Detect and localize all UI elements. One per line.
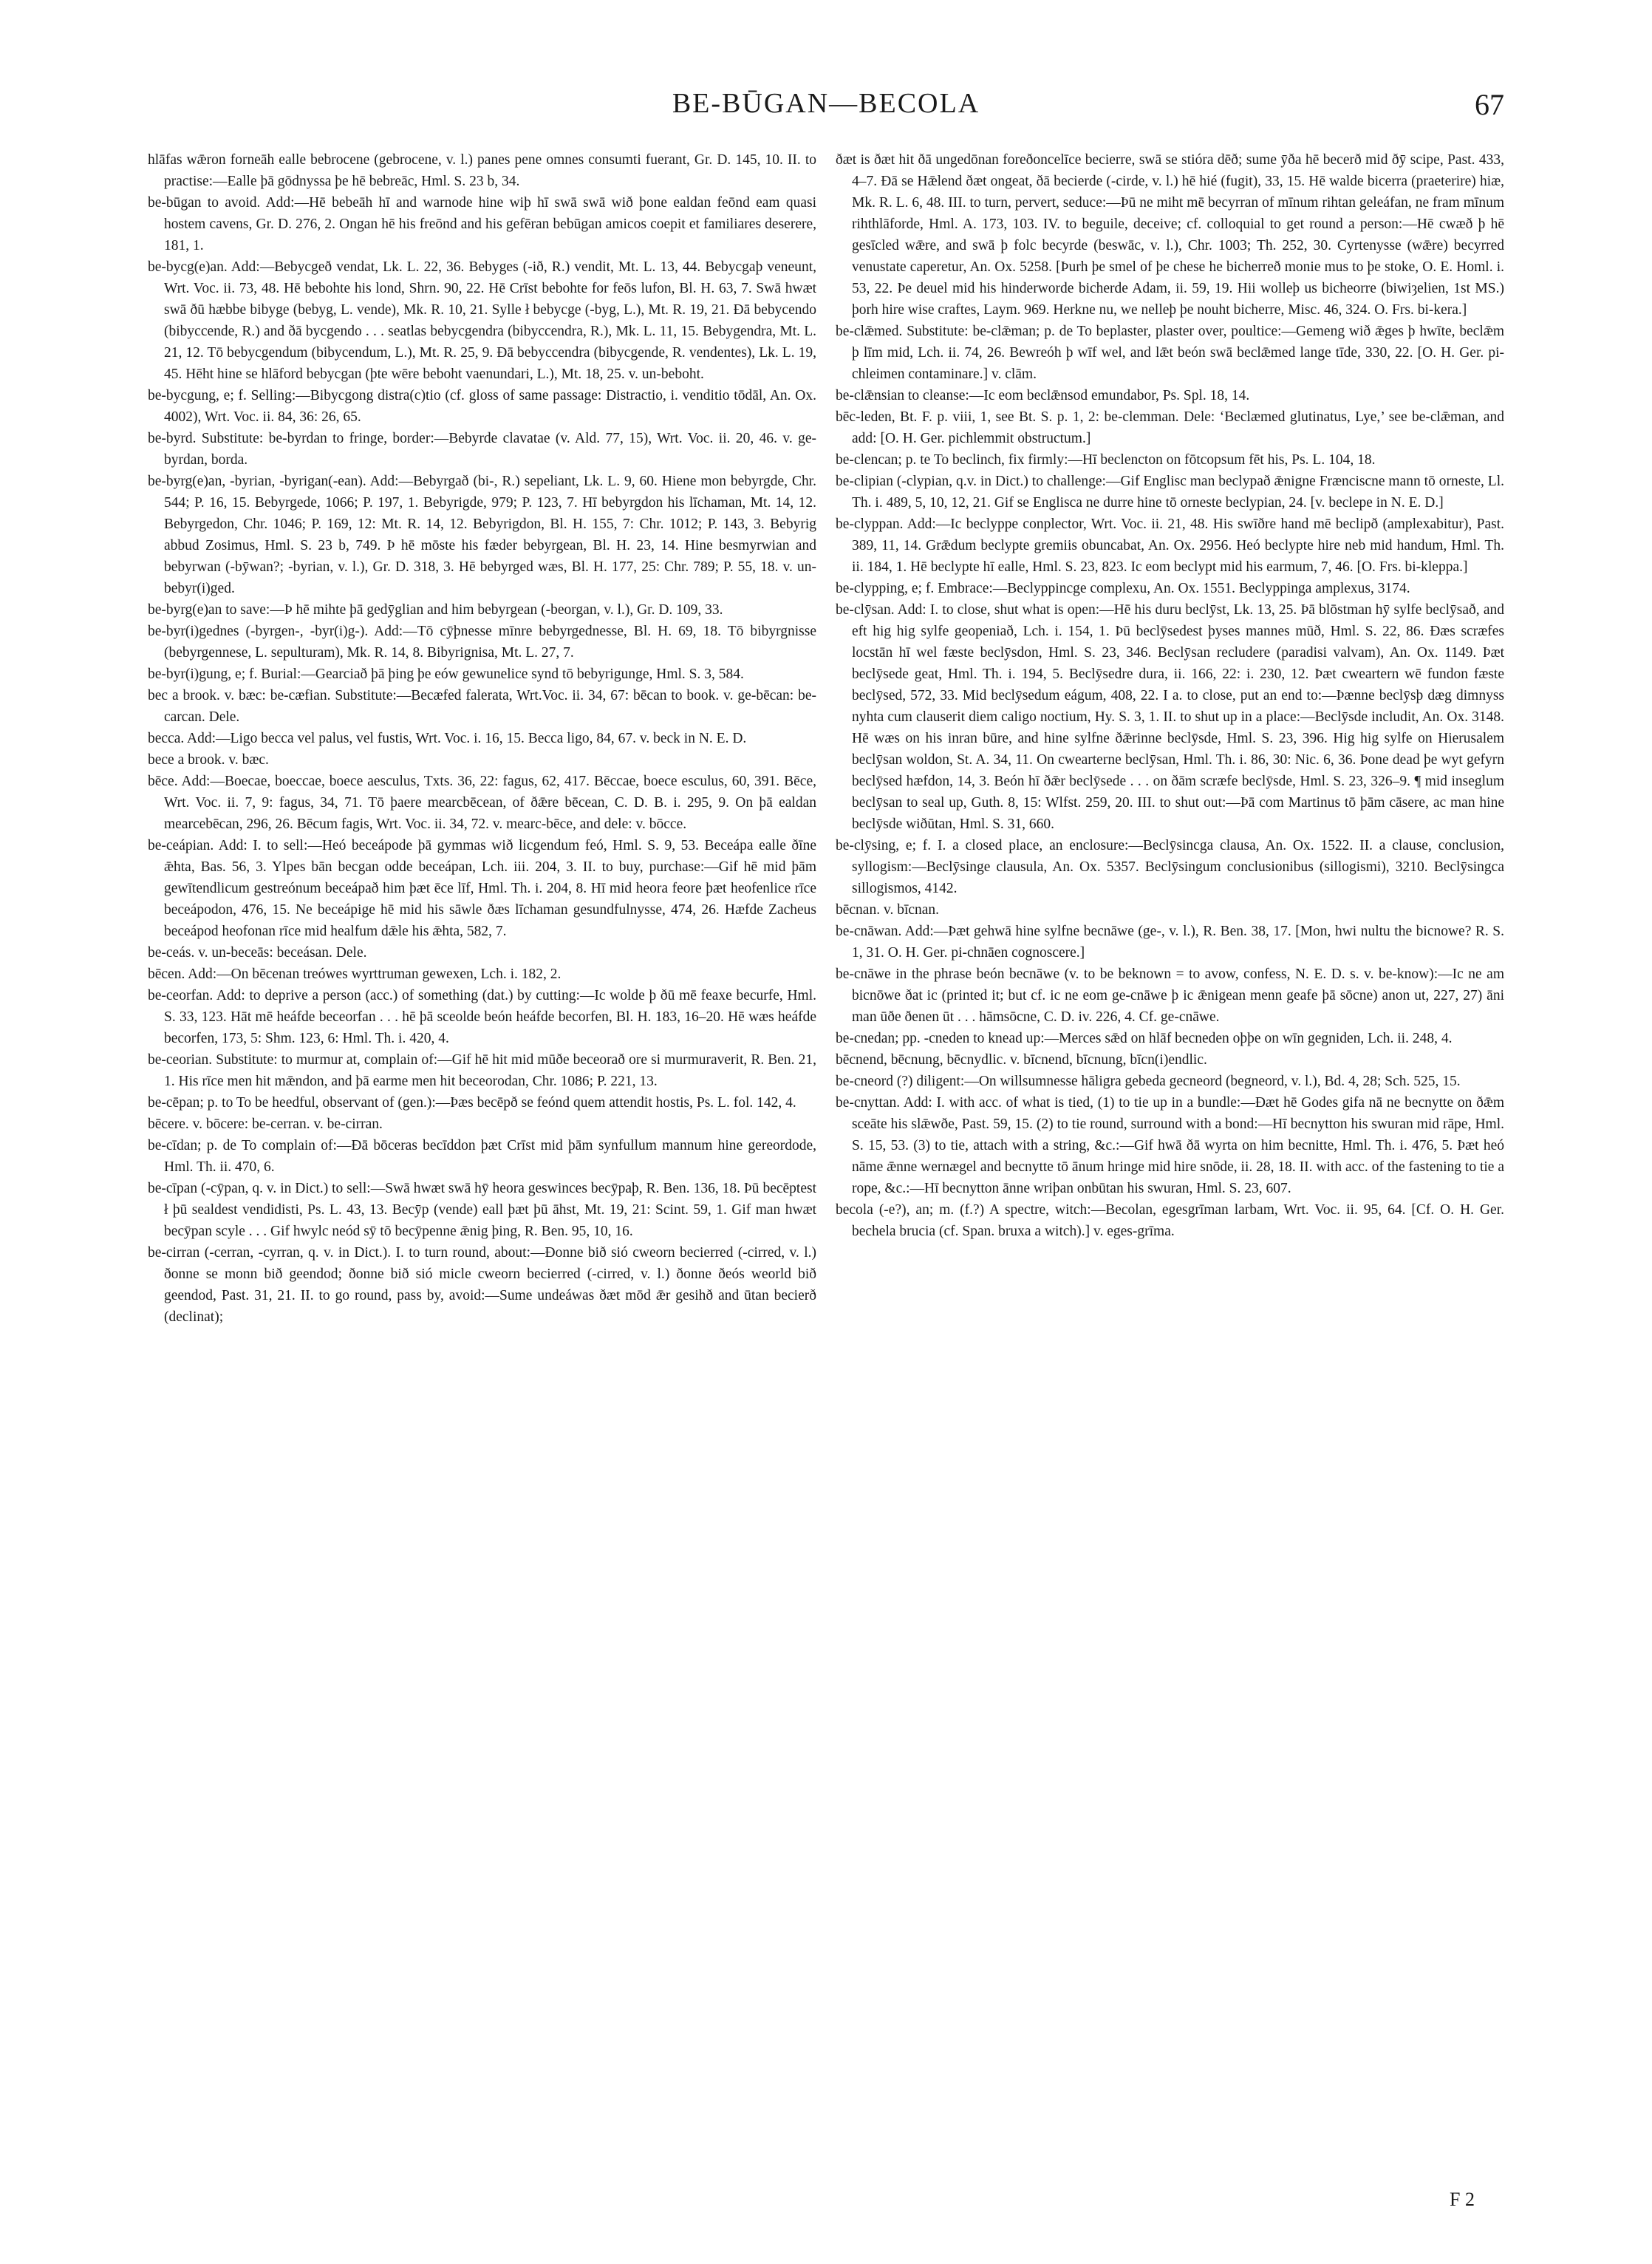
dictionary-entry: be-ceorian. Substitute: to murmur at, complain of:—Gif hē hit mid mūðe beceorað ore si murmuraverit, R. Ben. 21, 1. His rīce men hit mǣndon, and þā earme men hit beceorodan, Chr. 1086; P. 221, 13.	[148, 1052, 816, 1089]
dictionary-entry: be-byrd. Substitute: be-byrdan to fringe, border:—Bebyrde clavatae (v. Ald. 77, 15), Wrt. Voc. ii. 20, 46. v. ge-byrdan, borda.	[148, 431, 816, 468]
dictionary-entry: bec a brook. v. bæc: be-cæfian. Substitute:—Becæfed falerata, Wrt.Voc. ii. 34, 67: bēcan to book. v. ge-bēcan: be-carcan. Dele.	[148, 688, 816, 725]
left-column	[148, 149, 816, 2159]
dictionary-entry: be-byrg(e)an to save:—Þ hē mihte þā gedȳglian and him bebyrgean (-beorgan, v. l.), Gr. D. 109, 33.	[148, 602, 723, 618]
page-title: BE-BŪGAN—BECOLA	[672, 88, 980, 119]
dictionary-entry: be-cneord (?) diligent:—On willsumnesse hāligra gebeda gecneord (begneord, v. l.), Bd. 4, 28; Sch. 525, 15.	[836, 1074, 1461, 1089]
dictionary-entry: be-clǣnsian to cleanse:—Ic eom beclǣnsod emundabor, Ps. Spl. 18, 14.	[836, 388, 1250, 403]
dictionary-entry: be-clypping, e; f. Embrace:—Beclyppincge complexu, An. Ox. 1551. Beclyppinga amplexus, 3174.	[836, 581, 1410, 596]
text-columns	[148, 149, 1504, 2159]
dictionary-entry: bēcnan. v. bīcnan.	[836, 902, 940, 918]
dictionary-entry: ðæt is ðæt hit ðā ungedōnan foreðoncelīce becierre, swā se stióra dēð; sume ȳða hē becerð mid ðȳ scipe, Past. 433, 4–7. Ðā se Hǣlend ðæt ongeat, ðā becierde (-cirde, v. l.) hē hié (fugit), 33, 15. Hē walde bicerra (praeterire) hiæ, Mk. R. L. 6, 48. III. to turn, pervert, seduce:—Þū ne miht mē becyrran of mīnum rihtan geleáfan, ne fram mīnum rihthlāforde, Hml. A. 173, 103. IV. to beguile, deceive; cf. colloquial to get round a person:—Hē cwæð þ hē gesīcled wǣre, and swā þ folc becyrde (beswāc, v. l.), Chr. 1003; Th. 252, 30. Cyrtenysse (wǣre) becyrred venustate caperetur, An. Ox. 5258. [Þurh þe smel of þe chese he bicherreð monie mus to þe stoke, O. E. Homl. i. 53, 22. Þe deuel mid his hinderworde bicherde Adam, ii. 59, 19. Hii wolleþ us bicheorre (biwiȝelien, 1st MS.) þorh hire wise craftes, Laym. 969. Herkne nu, we nelleþ þe nouht bicherre, Misc. 46, 324. O. Frs. bi-kera.]	[836, 152, 1504, 318]
running-head	[148, 87, 1504, 132]
dictionary-entry: be-būgan to avoid. Add:—Hē bebeāh hī and warnode hine wiþ hī swā swā wið þone ealdan feōnd eam quasi hostem cavens, Gr. D. 276, 2. Ongan hē his freōnd and his gefēran bebūgan amicos coepit et familiares deserere, 181, 1.	[148, 195, 816, 253]
dictionary-entry: be-cīdan; p. de To complain of:—Ðā bōceras becīddon þæt Crīst mid þām synfullum mannum hine gereordode, Hml. Th. ii. 470, 6.	[148, 1138, 816, 1175]
dictionary-entry: be-cēpan; p. to To be heedful, observant of (gen.):—Þæs becēpð se feónd quem attendit hostis, Ps. L. fol. 142, 4.	[148, 1095, 796, 1111]
dictionary-entry: be-byr(i)gung, e; f. Burial:—Gearciað þā þing þe eów gewunelice synd tō bebyrigunge, Hml. S. 3, 584.	[148, 666, 744, 682]
dictionary-entry: hlāfas wǣron forneāh ealle bebrocene (gebrocene, v. l.) panes pene omnes consumti fuerant, Gr. D. 145, 10. II. to practise:—Ealle þā gōdnyssa þe hē bebreāc, Hml. S. 23 b, 34.	[148, 152, 816, 189]
dictionary-entry: be-cnāwe in the phrase beón becnāwe (v. to be beknown = to avow, confess, N. E. D. s. v. be-know):—Ic ne am bicnōwe ðat ic (printed it; but cf. ic ne eom ge-cnāwe þ ic ǣnigean menn geafe þā sōcne) anon ut, 227, 27) āni man ūðe ðenen ūt . . . hāmsōcne, C. D. iv. 226, 4. Cf. ge-cnāwe.	[836, 966, 1504, 1025]
dictionary-entry: be-cnāwan. Add:—Þæt gehwā hine sylfne becnāwe (ge-, v. l.), R. Ben. 38, 17. [Mon, hwi nultu the bicnowe? R. S. 1, 31. O. H. Ger. pi-chnāen cognoscere.]	[836, 924, 1504, 961]
dictionary-entry: becola (-e?), an; m. (f.?) A spectre, witch:—Becolan, egesgrīman larbam, Wrt. Voc. ii. 95, 64. [Cf. O. H. Ger. bechela brucia (cf. Span. bruxa a witch).] v. eges-grīma.	[836, 1202, 1504, 1239]
page-number: 67	[1475, 88, 1504, 121]
dictionary-entry: be-byr(i)gednes (-byrgen-, -byr(i)g-). Add:—Tō cȳþnesse mīnre bebyrgednesse, Bl. H. 69, 18. Tō bibyrgnisse (bebyrgennese, L. sepulturam), Mk. R. 14, 8. Bibyrignisa, Mt. L. 27, 7.	[148, 624, 816, 661]
dictionary-entry: be-clȳsan. Add: I. to close, shut what is open:—Hē his duru beclȳst, Lk. 13, 25. Þā blōstman hȳ sylfe beclȳsað, and eft hig hig sylfe geopeniað, Lch. i. 154, 1. Þū beclȳsedest þyses mannes mūð, Hml. S. 22, 86. Ðæs scræfes locstān hī wel fæste beclȳsdon, Hml. S. 23, 346. Beclȳsan recludere (paradisi valvam), An. Ox. 1149. Þæt beclȳsede geat, Hml. Th. i. 194, 5. Beclȳsedre dura, ii. 166, 22: i. 230, 12. Þæt cweartern wē fundon fæste beclȳsed, 572, 33. Mid beclȳsedum eágum, 408, 22. I a. to close, put an end to:—Þænne beclȳsþ dæg dimnyss nyhta cum clauserit diem caligo noctium, Hy. S. 3, 1. II. to shut up in a place:—Beclȳsde includit, An. Ox. 3148. Hē wæs on his inran būre, and hine sylfne ðǣrinne beclȳsde, Hml. S. 23, 396. Hig hig sylfe on Hierusalem beclȳsan woldon, St. A. 34, 11. On cwearterne beclȳsan, Hml. Th. i. 86, 30: Nic. 6, 36. Þone dead þe wyt gefyrn beclȳsed hæfdon, 14, 3. Beón hī ðǣr beclȳsede . . . on ðām scræfe beclȳsde, Hml. S. 23, 326–9. ¶ mid inseglum beclȳsan to seal up, Guth. 8, 15: Wlfst. 259, 20. III. to shut out:—Þā com Martinus tō þām cāsere, ac man hine beclȳsde wiðūtan, Hml. S. 31, 660.	[836, 602, 1504, 832]
signature-mark: F 2	[1450, 2189, 1475, 2210]
dictionary-entry: be-cirran (-cerran, -cyrran, q. v. in Dict.). I. to turn round, about:—Ðonne bið sió cweorn becierred (-cirred, v. l.) ðonne se monn bið geendod; ðonne bið sió micle cweorn becierred (-cirred, v. l.) ðonne ðeós weorld bið geendod, Past. 31, 21. II. to go round, pass by, avoid:—Sume undeáwas ðæt mōd ǣr gesihð and ūtan becierð (declinat);	[148, 1245, 816, 1325]
dictionary-entry: be-cnyttan. Add: I. with acc. of what is tied, (1) to tie up in a bundle:—Ðæt hē Godes gifa nā ne becnytte on ðǣm sceāte his slǣwðe, Past. 59, 15. (2) to tie round, surround with a bond:—Hī becnytton his swuran mid rāpe, Hml. S. 15, 53. (3) to tie, attach with a string, &c.:—Gif hwā ðā wyrta on him becnitte, Hml. Th. i. 476, 5. Þæt heó nāme ǣnne wernægel and becnytte tō ānum hringe mid hire snōde, ii. 28, 18. II. with acc. of the fastening to tie a rope, &c.:—Hī becnytton ānne wriþan onbūtan his swuran, Hml. S. 23, 607.	[836, 1095, 1504, 1196]
dictionary-entry: be-ceás. v. un-beceās: beceásan. Dele.	[148, 945, 367, 961]
dictionary-entry: be-clencan; p. te To beclinch, fix firmly:—Hī beclencton on fōtcopsum fēt his, Ps. L. 104, 18.	[836, 452, 1376, 468]
dictionary-entry: bēcere. v. bōcere: be-cerran. v. be-cirran.	[148, 1116, 383, 1132]
dictionary-entry: bece a brook. v. bæc.	[148, 752, 269, 768]
dictionary-entry: be-clyppan. Add:—Ic beclyppe conplector, Wrt. Voc. ii. 21, 48. His swīðre hand mē beclipð (amplexabitur), Past. 389, 11, 14. Grǣdum beclypte gremiis obuncabat, An. Ox. 2956. Heó beclypte hire neb mid handum, Hml. Th. ii. 184, 1. Hē beclypte hī ealle, Hml. S. 23, 823. Ic eom beclypt mid his earmum, 7, 46. [O. Frs. bi-kleppa.]	[836, 516, 1504, 575]
dictionary-entry: be-bycgung, e; f. Selling:—Bibycgong distra(c)tio (cf. gloss of same passage: Distractio, i. venditio tōdāl, An. Ox. 4002), Wrt. Voc. ii. 84, 36: 26, 65.	[148, 388, 816, 425]
dictionary-entry: be-clȳsing, e; f. I. a closed place, an enclosure:—Beclȳsincga clausa, An. Ox. 1522. II. a clause, conclusion, syllogism:—Beclȳsinge clausula, An. Ox. 5357. Beclȳsingum conclusionibus (sillogismi), 3210. Beclȳsingca sillogismos, 4142.	[836, 838, 1504, 896]
dictionary-entry: be-bycg(e)an. Add:—Bebycgeð vendat, Lk. L. 22, 36. Bebyges (-ið, R.) vendit, Mt. L. 13, 44. Bebycgaþ veneunt, Wrt. Voc. ii. 73, 48. Hē bebohte his lond, Shrn. 90, 22. Hē Crīst bebohte for feōs lufon, Bl. H. 63, 7. Swā hwæt swā ðū hæbbe bibyge (bebyg, L. vende), Mk. R. 10, 21. Sylle ł bebycge (-byg, L.), Mt. R. 19, 21. Ðā bebycendo (bibyccende, R.) and ðā bycgendo . . . seatlas bebycgendra (bibyccendra, R.), Mk. L. 11, 15. Bebygendra, Mt. L. 21, 12. Tō bebycgendum (bibycendum, L.), Mt. R. 25, 9. Ðā bebyccendra (bibycgende, R. vendentes), Lk. L. 19, 45. Hēht hine se hlāford bebycgan (þte wēre beboht vaenundari, L.), Mt. 18, 25. v. un-beboht.	[148, 259, 816, 382]
dictionary-entry: bēce. Add:—Boecae, boeccae, boece aesculus, Txts. 36, 22: fagus, 62, 417. Bēccae, boece esculus, 60, 391. Bēce, Wrt. Voc. ii. 7, 9: fagus, 34, 71. Tō þaere mearcbēcean, of ðǣre bēcean, C. D. B. i. 295, 9. On þā ealdan mearcebēcan, 296, 26. Bēcum fagis, Wrt. Voc. ii. 34, 72. v. mearc-bēce, and dele: v. bōcce.	[148, 774, 816, 832]
dictionary-entry: be-ceápian. Add: I. to sell:—Heó beceápode þā gymmas wið licgendum feó, Hml. S. 9, 53. Beceápa ealle ðīne ǣhta, Bas. 56, 3. Ylpes bān becgan odde beceápan, Lch. iii. 204, 3. II. to buy, purchase:—Gif hē mid þām gewītendlicum gestreónum beceápað him þæt ēce līf, Hml. Th. i. 204, 8. Hī mid heora feore þæt heofenlice rīce beceápodon, 476, 15. Ne beceápige hē mid his sāwle ðæs līchaman gesundfulnysse, 474, 26. Hæfde Zacheus beceápod heofonan rīce mid healfum dǣle his ǣhta, 582, 7.	[148, 838, 816, 939]
dictionary-entry: becca. Add:—Ligo becca vel palus, vel fustis, Wrt. Voc. i. 16, 15. Becca ligo, 84, 67. v. beck in N. E. D.	[148, 731, 747, 746]
dictionary-entry: bēc-leden, Bt. F. p. viii, 1, see Bt. S. p. 1, 2: be-clemman. Dele: ‘Beclæmed glutinatus, Lye,’ see be-clǣman, and add: [O. H. Ger. pichlemmit obstructum.]	[836, 409, 1504, 446]
dictionary-entry: be-cīpan (-cȳpan, q. v. in Dict.) to sell:—Swā hwæt swā hȳ heora geswinces becȳpaþ, R. Ben. 136, 18. Þū becēptest ł þū sealdest vendidisti, Ps. L. 43, 13. Becȳp (vende) eall þæt þū āhst, Mt. 19, 21: Scint. 59, 1. Gif man hwæt becȳpan scyle . . . Gif hwylc neód sȳ tō becȳpenne ǣnig þing, R. Ben. 95, 10, 16.	[148, 1181, 816, 1239]
right-column	[836, 149, 1504, 2159]
dictionary-entry: be-cnedan; pp. -cneden to knead up:—Merces sǣd on hlāf becneden oþþe on wīn gegniden, Lch. ii. 248, 4.	[836, 1031, 1453, 1046]
dictionary-entry: be-byrg(e)an, -byrian, -byrigan(-ean). Add:—Bebyrgað (bi-, R.) sepeliant, Lk. L. 9, 60. Hiene mon bebyrgde, Chr. 544; P. 16, 15. Bebyrgede, 1066; P. 197, 1. Bebyrigde, 979; P. 123, 7. Hī bebyrgdon his līchaman, Mt. 14, 12. Bebyrgedon, Chr. 1046; P. 169, 12: Mt. R. 14, 12. Bebyrigdon, Bl. H. 155, 7: Chr. 1012; P. 143, 3. Bebyrig abbud Zosimus, Hml. S. 23 b, 749. Þ hē mōste his fæder bebyrgean, Bl. H. 23, 14. Hine besmyrwian and bebyrwan (-bȳwan?; -byrian, v. l.), Gr. D. 318, 3. Hē bebyrged wæs, Bl. H. 177, 25: Chr. 789; P. 55, 18. v. un-bebyr(i)ged.	[148, 474, 816, 596]
dictionary-entry: be-clǣmed. Substitute: be-clǣman; p. de To beplaster, plaster over, poultice:—Gemeng wið ǣges þ hwīte, beclǣm þ līm mid, Lch. ii. 74, 26. Bewreóh þ wīf wel, and lǣt beón swā beclǣmed lange tīde, 330, 22. [O. H. Ger. pi-chleimen contaminare.] v. clām.	[836, 324, 1504, 382]
dictionary-entry: be-ceorfan. Add: to deprive a person (acc.) of something (dat.) by cutting:—Ic wolde þ ðū mē feaxe becurfe, Hml. S. 33, 123. Hāt mē heáfde beceorfan . . . hē þā sceolde beón heáfde becorfen, Bl. H. 183, 16–20. Hē wæs heáfde becorfen, 173, 5: Shm. 123, 6: Hml. Th. i. 420, 4.	[148, 988, 816, 1046]
dictionary-entry: bēcen. Add:—On bēcenan treówes wyrttruman gewexen, Lch. i. 182, 2.	[148, 966, 562, 982]
dictionary-entry: bēcnend, bēcnung, bēcnydlic. v. bīcnend, bīcnung, bīcn(i)endlic.	[836, 1052, 1207, 1068]
dictionary-entry: be-clipian (-clypian, q.v. in Dict.) to challenge:—Gif Englisc man beclypað ǣnigne Frænciscne mann tō orneste, Ll. Th. i. 489, 5, 10, 12, 21. Gif se Englisca ne durre hine tō orneste beclypian, 24. [v. beclepe in N. E. D.]	[836, 474, 1504, 511]
